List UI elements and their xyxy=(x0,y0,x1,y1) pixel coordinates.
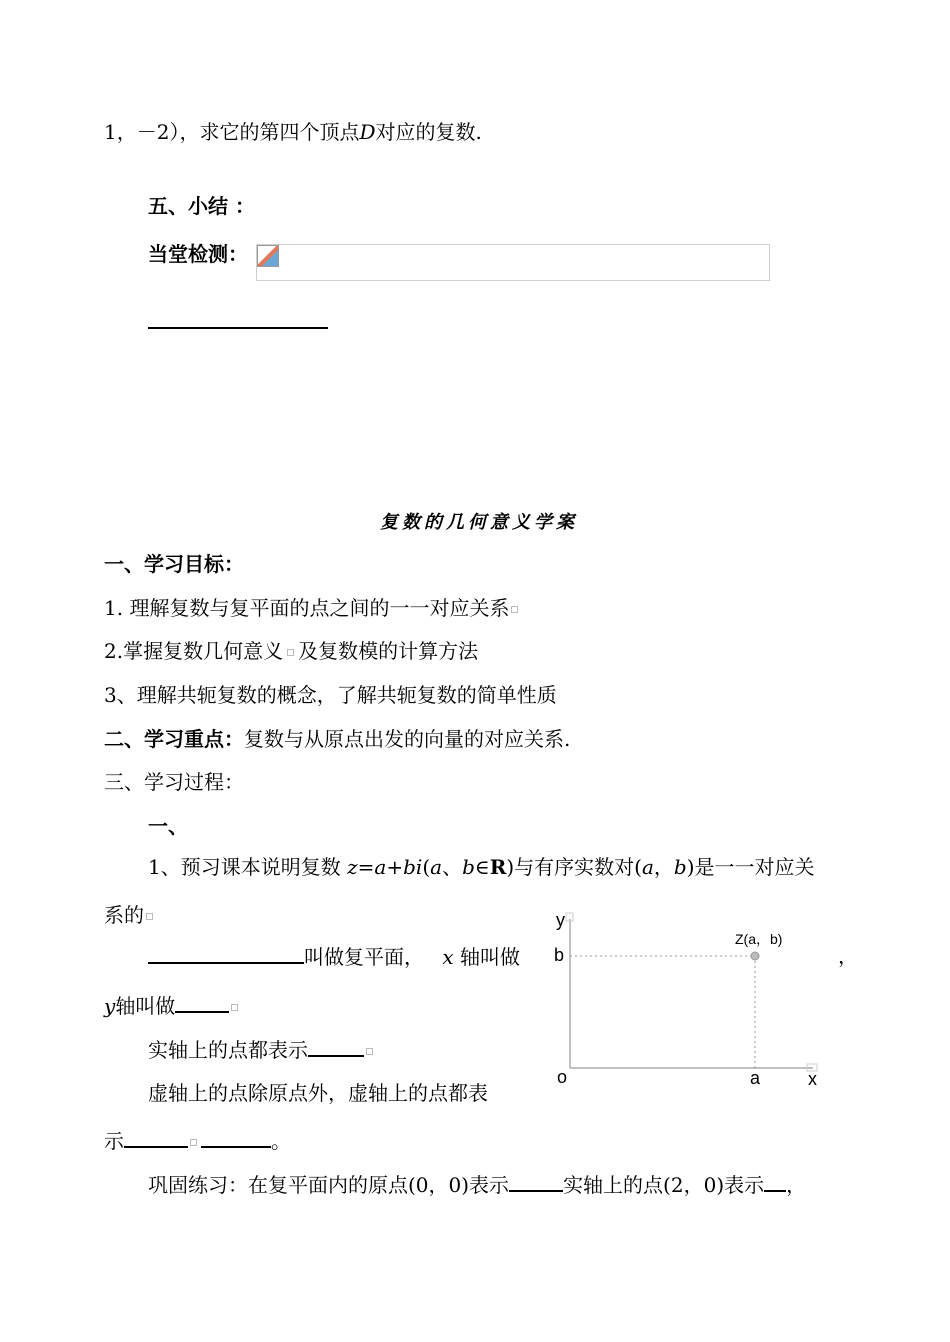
var-a3: a xyxy=(641,855,654,879)
goal-item-1 xyxy=(104,594,518,622)
real-axis-text: 实轴上的点都表示 xyxy=(148,1038,308,1062)
var-b: b xyxy=(462,855,475,879)
paren-open: ( xyxy=(422,855,431,879)
paragraph-mark xyxy=(287,649,294,656)
var-y: y xyxy=(104,994,116,1018)
imag-axis-line1: 虚轴上的点除原点外，虚轴上的点都表 xyxy=(148,1081,488,1105)
goal-text-2: 2.掌握复数几何意义 xyxy=(104,639,284,663)
point-z xyxy=(751,952,759,960)
complex-plane-figure xyxy=(545,905,835,1095)
practice-line xyxy=(148,1170,806,1199)
continuation-line xyxy=(104,118,482,146)
process-p1-line2 xyxy=(104,901,153,929)
sep: 、 xyxy=(442,855,463,879)
p1-line2: 系的 xyxy=(104,903,144,927)
paragraph-mark xyxy=(366,1048,373,1055)
x-label: x xyxy=(808,1069,817,1089)
goals-heading: 一、学习目标： xyxy=(104,552,244,576)
point-label: Z(a，b) xyxy=(735,931,783,947)
set-r: R xyxy=(489,855,507,879)
goal-text-2b: 及复数模的计算方法 xyxy=(298,639,479,663)
paragraph-mark xyxy=(146,913,153,920)
plane-text: 叫做复平面， xyxy=(304,945,424,969)
var-x: x xyxy=(442,945,454,969)
plus: + xyxy=(386,855,404,879)
y-axis-text: 轴叫做 xyxy=(115,994,176,1018)
process-heading: 三、学习过程： xyxy=(104,770,244,794)
var-a2: a xyxy=(430,855,443,879)
goal-item-2 xyxy=(104,637,478,665)
imag-show: 示 xyxy=(104,1129,124,1153)
practice-mid: 实轴上的点(2，0)表示 xyxy=(563,1173,765,1197)
var-z: z xyxy=(347,855,358,879)
paragraph-mark xyxy=(190,1139,197,1146)
p1-lead: 1、预习课本说明复数 xyxy=(148,855,348,879)
x-axis-text: 轴叫做 xyxy=(460,945,520,969)
continuation-suffix: 对应的复数. xyxy=(375,120,482,144)
p1-tail: )是一一对应关 xyxy=(686,855,815,879)
answer-line xyxy=(148,327,328,329)
paren-close: ) xyxy=(506,855,515,879)
vertex-d: D xyxy=(359,120,376,144)
plane-comma: ， xyxy=(838,944,858,968)
element-of: ∈ xyxy=(474,855,490,879)
goal-text-1: 1. 理解复数与复平面的点之间的一一对应关系 xyxy=(104,596,510,620)
complex-plane-line xyxy=(148,942,520,971)
blank-plane xyxy=(148,942,304,964)
key-point-text: 复数与从原点出发的向量的对应关系. xyxy=(244,727,571,751)
o-label: o xyxy=(557,1067,568,1087)
practice-text: 巩固练习：在复平面内的原点(0，0)表示 xyxy=(148,1173,510,1197)
y-label: y xyxy=(556,910,565,930)
blank-origin xyxy=(509,1170,563,1192)
process-sub: 一、 xyxy=(148,814,188,838)
blank-imag-2 xyxy=(201,1126,271,1148)
p1-mid: 与有序实数对( xyxy=(514,855,642,879)
a-label: a xyxy=(750,1068,761,1088)
comma: ， xyxy=(653,855,674,879)
blank-y-axis xyxy=(175,991,229,1013)
key-point-label: 二、学习重点： xyxy=(104,727,244,751)
y-axis-line xyxy=(104,991,238,1020)
key-point xyxy=(104,725,570,753)
goal-item-3: 3、理解共轭复数的概念，了解共轭复数的简单性质 xyxy=(104,683,557,707)
blank-real xyxy=(308,1035,364,1057)
doc-title: 复数的几何意义学案 xyxy=(380,512,578,533)
real-axis-line xyxy=(148,1035,373,1064)
blank-real-point xyxy=(764,1170,786,1192)
image-placeholder xyxy=(256,244,770,281)
process-p1-line1 xyxy=(148,853,815,881)
equals: = xyxy=(357,855,375,879)
check-label: 当堂检测： xyxy=(148,242,248,266)
var-b2: b xyxy=(673,855,687,879)
var-a: a xyxy=(374,855,387,879)
blank-imag-1 xyxy=(124,1126,188,1148)
continuation-prefix: 1，－2），求它的第四个顶点 xyxy=(104,120,360,144)
imag-axis-line2 xyxy=(104,1126,291,1155)
var-bi: bi xyxy=(403,855,423,879)
imag-end: 。 xyxy=(271,1129,291,1153)
practice-end: ， xyxy=(786,1173,807,1197)
summary-heading: 五、小结 ： xyxy=(148,194,255,218)
b-label: b xyxy=(554,945,565,965)
paragraph-mark xyxy=(231,1004,238,1011)
paragraph-mark xyxy=(511,606,518,613)
